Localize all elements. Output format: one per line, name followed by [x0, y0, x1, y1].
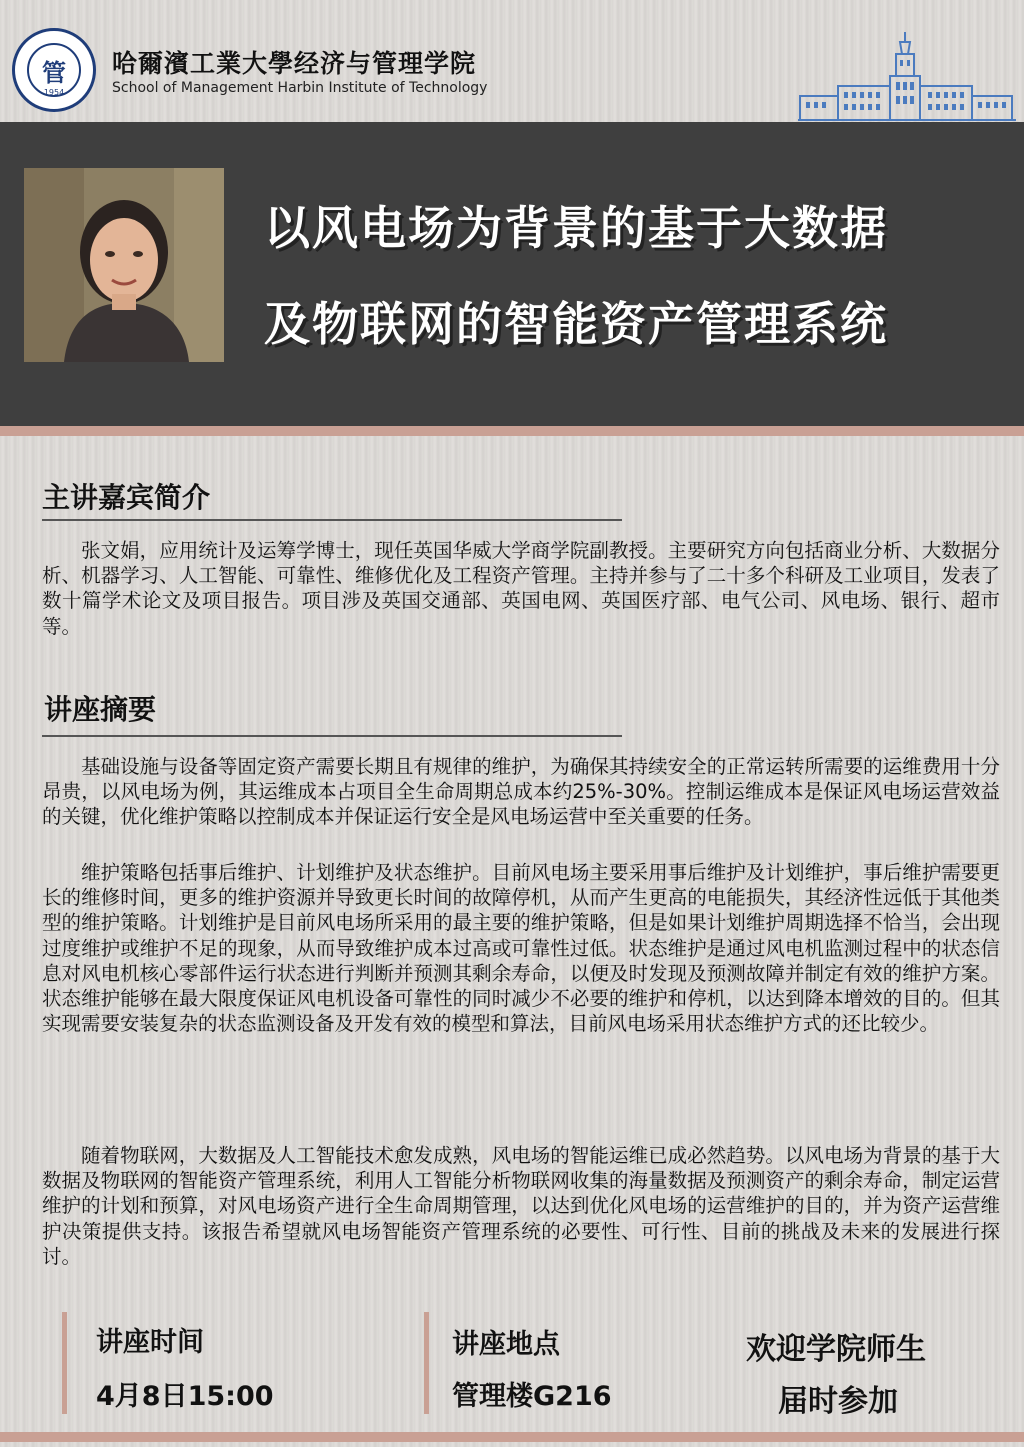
welcome-line2: 届时参加 [778, 1384, 898, 1419]
abstract-paragraph-2: 维护策略包括事后维护、计划维护及状态维护。目前风电场主要采用事后维护及计划维护，事后维护需要更长的维修时间，更多的维护资源并导致更长时间的故障停机，从而产生更高的电能损失，其经济性远低于其他类型的维护策略。计划维护是目前风电场所采用的最主要的维护策略，但是如果计划维护周期选择不恰当，会出现过度维护或维护不足的现象，从而导致维护成本过高或可靠性过低。状态维护是通过风电机监测过程中的状态信息对风电机核心零部件运行状态进行判断并预测其剩余寿命，以便及时发现及预测故障并制定有效的维护方案。状态维护能够在最大限度保证风电机设备可靠性的同时减少不必要的维护和停机，以达到降本增效的目的。但其实现需要安装复杂的状态监测设备及开发有效的模型和算法，目前风电场采用状态维护方式的还比较少。 [42, 861, 1000, 1036]
abstract-divider [42, 735, 622, 737]
time-value: 4月8日15:00 [96, 1381, 274, 1412]
seal-glyph: 管 [27, 43, 81, 97]
org-name-cn: 哈爾濱工業大學经济与管理学院 [112, 49, 477, 78]
main-building-icon [798, 30, 1016, 122]
time-accent-bar [62, 1312, 67, 1414]
abstract-heading: 讲座摘要 [44, 693, 157, 726]
accent-stripe [0, 426, 1024, 436]
time-label: 讲座时间 [96, 1327, 204, 1358]
speaker-portrait-image [24, 168, 224, 362]
speaker-photo [24, 168, 224, 362]
seal-year: 1954 [43, 88, 65, 97]
place-value: 管理楼G216 [452, 1381, 612, 1412]
header [0, 0, 1024, 122]
abstract-paragraph-3: 随着物联网，大数据及人工智能技术愈发成熟，风电场的智能运维已成必然趋势。以风电场为背景的基于大数据及物联网的智能资产管理系统，利用人工智能分析物联网收集的海量数据及预测资产的剩余寿命，制定运营维护的计划和预算，对风电场资产进行全生命周期管理，以达到优化风电场的运营维护的目的，并为资产运营维护决策提供支持。该报告希望就风电场智能资产管理系统的必要性、可行性、目前的挑战及未来的发展进行探讨。 [42, 1144, 1000, 1268]
place-accent-bar [424, 1312, 429, 1414]
school-seal-logo [12, 28, 96, 112]
speaker-heading: 主讲嘉宾简介 [42, 481, 211, 514]
org-name-en: School of Management Harbin Institute of Technology [112, 80, 488, 96]
lecture-title-line1: 以风电场为背景的基于大数据 [264, 201, 888, 255]
lecture-title-line2: 及物联网的智能资产管理系统 [264, 297, 888, 351]
bottom-accent-stripe [0, 1432, 1024, 1442]
speaker-divider [42, 519, 622, 521]
abstract-paragraph-1: 基础设施与设备等固定资产需要长期且有规律的维护，为确保其持续安全的正常运转所需要的运维费用十分昂贵，以风电场为例，其运维成本占项目全生命周期总成本约25%-30%。控制运维成本是保证风电场运营效益的关键，优化维护策略以控制成本并保证运行安全是风电场运营中至关重要的任务。 [42, 755, 1000, 829]
speaker-bio: 张文娟，应用统计及运筹学博士，现任英国华威大学商学院副教授。主要研究方向包括商业分析、大数据分析、机器学习、人工智能、可靠性、维修优化及工程资产管理。主持并参与了二十多个科研及工业项目，发表了数十篇学术论文及项目报告。项目涉及英国交通部、英国电网、英国医疗部、电气公司、风电场、银行、超市等。 [42, 539, 1000, 638]
place-label: 讲座地点 [452, 1329, 560, 1360]
welcome-line1: 欢迎学院师生 [746, 1332, 926, 1367]
